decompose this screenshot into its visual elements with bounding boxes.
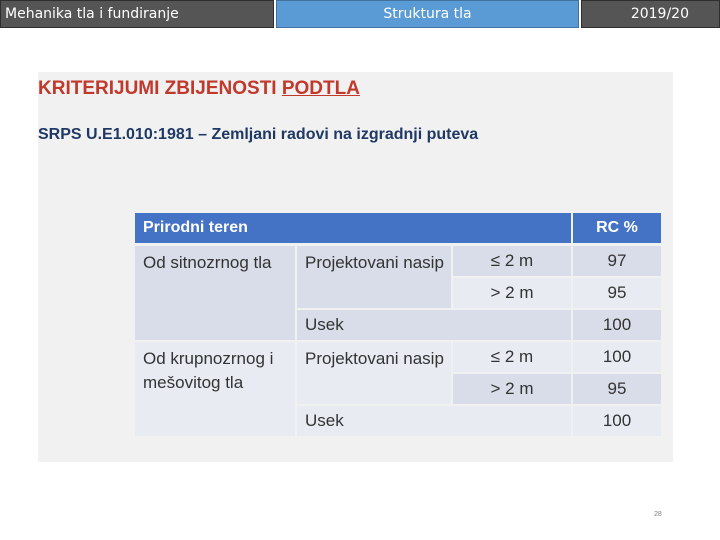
slide-title — [38, 78, 360, 100]
header-year — [581, 0, 720, 28]
rc-cut-coarse: 100 — [573, 406, 661, 436]
height-coarse-2: > 2 m — [453, 374, 571, 404]
soil-coarse: Od krupnozrnog i mešovitog tla — [135, 342, 295, 436]
embankment-coarse: Projektovani nasip — [297, 342, 451, 404]
rc-fine-2: 95 — [573, 278, 661, 308]
slide-image — [38, 72, 673, 462]
cut-fine: Usek — [297, 310, 571, 340]
page-number: 28 — [654, 511, 662, 518]
rc-coarse-1: 100 — [573, 342, 661, 372]
rc-coarse-2: 95 — [573, 374, 661, 404]
height-fine-1: ≤ 2 m — [453, 246, 571, 276]
header-year-text: 2019/20 — [630, 6, 689, 22]
cut-coarse: Usek — [297, 406, 571, 436]
th-terrain: Prirodni teren — [135, 213, 571, 243]
embankment-fine: Projektovani nasip — [297, 246, 451, 308]
height-coarse-1: ≤ 2 m — [453, 342, 571, 372]
header-topic — [276, 0, 579, 28]
slide-title-main: KRITERIJUMI ZBIJENOSTI — [38, 78, 282, 99]
rc-fine-1: 97 — [573, 246, 661, 276]
rc-cut-fine: 100 — [573, 310, 661, 340]
slide-subtitle: SRPS U.E1.010:1981 – Zemljani radovi na izgradnji puteva — [38, 126, 479, 143]
th-rc: RC % — [573, 213, 661, 243]
height-fine-2: > 2 m — [453, 278, 571, 308]
header-course — [0, 0, 274, 28]
soil-fine: Od sitnozrnog tla — [135, 246, 295, 340]
slide-title-underlined: PODTLA — [281, 78, 360, 99]
header-course-text: Mehanika tla i fundiranje — [5, 6, 179, 22]
header-topic-text: Struktura tla — [383, 6, 472, 22]
